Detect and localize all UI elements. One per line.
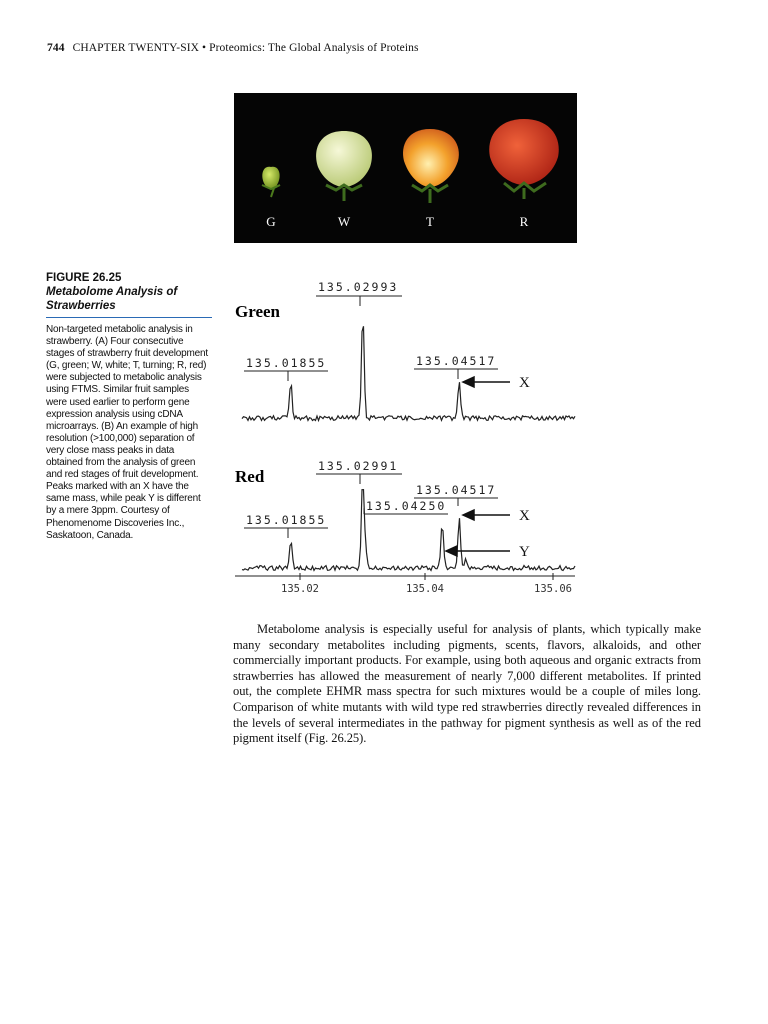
green-spectrum-trace (242, 326, 575, 420)
red-peak-label-2: 135.02991 (318, 459, 399, 473)
x-axis (235, 573, 575, 580)
red-y-arrow-icon (446, 546, 510, 556)
red-peak-label-3: 135.04250 (366, 499, 447, 513)
x-tick-label: 135.02 (281, 583, 319, 595)
x-tick-label: 135.04 (406, 583, 444, 595)
mass-spectra (230, 272, 580, 602)
red-marker-y: Y (519, 544, 530, 560)
stage-label-w: W (337, 214, 351, 229)
stage-label-r: R (519, 214, 529, 229)
page-number: 744 (47, 42, 65, 54)
red-peak-label-1: 135.01855 (246, 513, 327, 527)
green-marker-x: X (519, 375, 530, 391)
x-tick-label: 135.06 (534, 583, 572, 595)
red-peak-label-4: 135.04517 (416, 483, 497, 497)
chapter-title: CHAPTER TWENTY-SIX • Proteomics: The Global Analysis of Proteins (72, 42, 419, 54)
turning-strawberry (403, 129, 459, 203)
figure-caption (46, 272, 212, 542)
running-head (47, 42, 419, 54)
red-spectrum-title: Red (235, 467, 265, 486)
green-peak-label-3: 135.04517 (416, 354, 497, 368)
mass-spectra-svg (230, 272, 580, 602)
green-x-arrow-icon (463, 377, 510, 387)
strawberry-photo-svg (234, 93, 577, 243)
figure-number: FIGURE 26.25 (46, 272, 122, 284)
arrow-icons (446, 377, 510, 556)
white-strawberry (316, 131, 372, 201)
stage-label-g: G (266, 214, 276, 229)
red-marker-x: X (519, 508, 530, 524)
green-peak-label-1: 135.01855 (246, 356, 327, 370)
green-spectrum-title: Green (235, 302, 281, 321)
figure-caption-text: Non-targeted metabolic analysis in strawberry. (A) Four consecutive stages of strawberry fruit development (G, green; W, white; T, turning; R, red) were subjected to metabolic analysis using FTMS. Similar fruit samples were used earlier to perform gene expression analysis using cDNA microarrays. (B) An example of high resolution (>100,000) separation of very close mass peaks in data obtained from the analysis of green and red stages of fruit development. Peaks marked with an X have the same mass, while peak Y is different by a mere 3ppm. Courtesy of Phenomenome Discoveries Inc., Saskatoon, Canada. (46, 324, 208, 541)
body-paragraph: Metabolome analysis is especially useful for analysis of plants, which typically make many secondary metabolites including pigments, scents, flavors, alkaloids, and other commercially important products. For example, using both aqueous and organic extracts from strawberries has allowed the measurement of nearly 7,000 different metabolites. If printed out, the complete EHMR mass spectra for such mixtures would be a couple of miles long. Comparison of white mutants with wild type red strawberries directly revealed differences in the levels of several intermediates in the pathway for pigment synthesis as well as of the red pigment itself (Fig. 26.25). (233, 622, 701, 746)
green-peak-label-2: 135.02993 (318, 280, 399, 294)
red-x-arrow-icon (463, 510, 510, 520)
stage-label-t: T (426, 214, 434, 229)
strawberry-stages-photo (234, 93, 577, 243)
red-strawberry (489, 119, 559, 199)
green-strawberry (262, 167, 280, 197)
figure-title: Metabolome Analysis of Strawberries (46, 285, 212, 318)
